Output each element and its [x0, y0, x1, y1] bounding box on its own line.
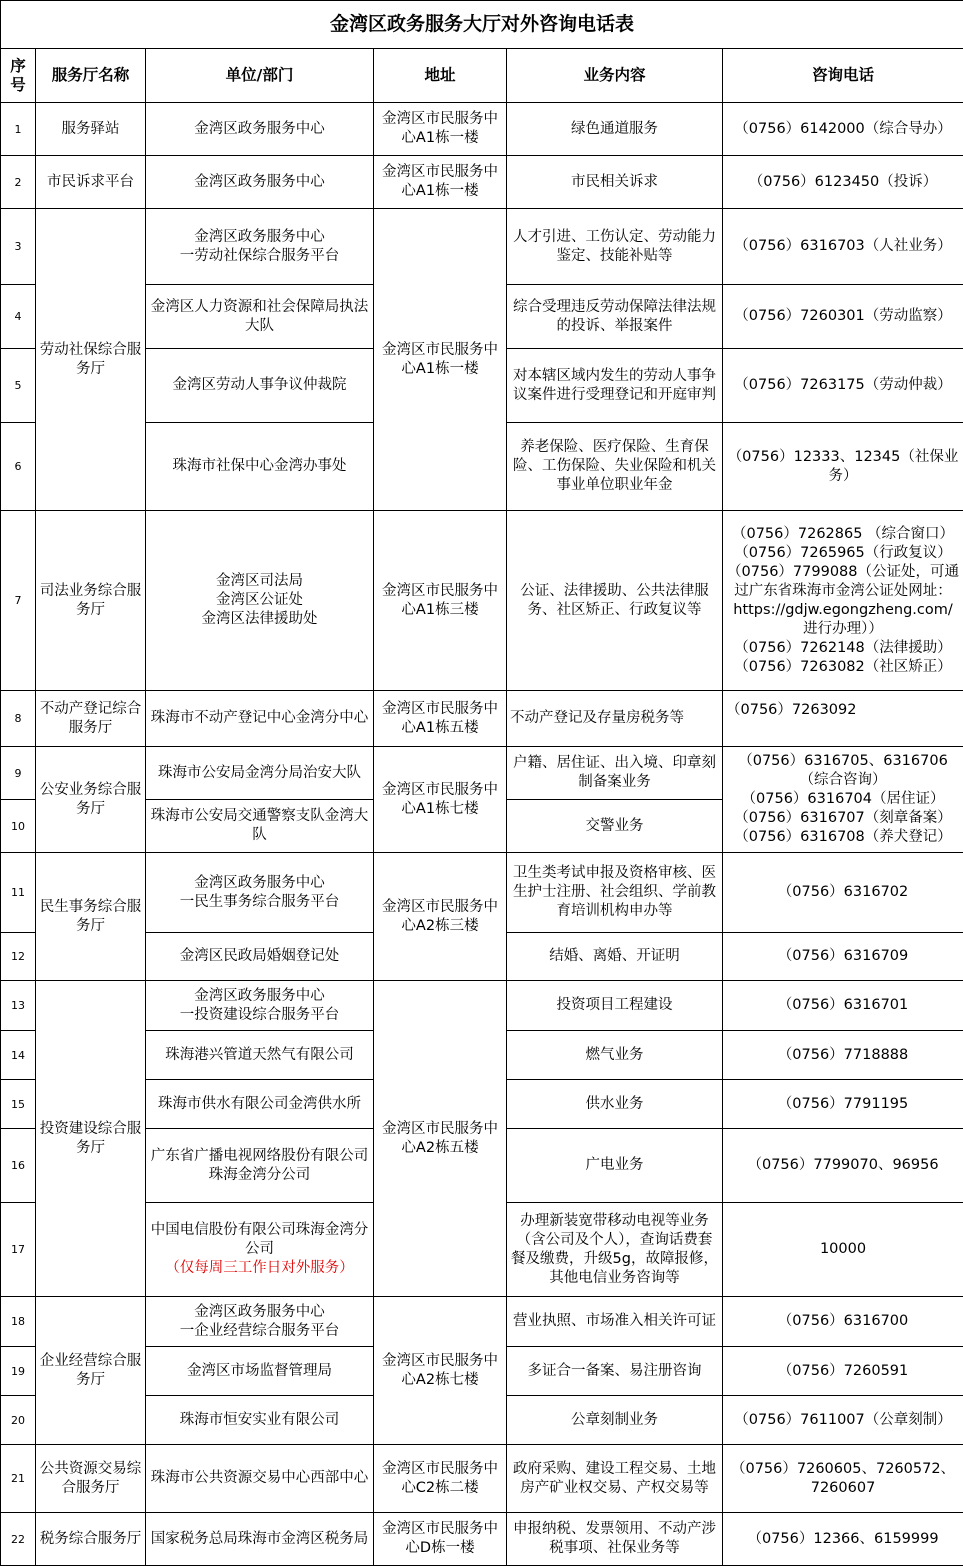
row-number: 22 [1, 1513, 36, 1566]
row-number: 5 [1, 349, 36, 423]
phone-line: （0756）6316703（人社业务） [734, 238, 952, 254]
table-row [1, 747, 963, 800]
phone-line: （0756）6316708（养犬登记） [734, 829, 952, 845]
business-content: 对本辖区域内发生的劳动人事争议案件进行受理登记和开庭审判 [507, 349, 723, 423]
phone-line: （0756）6316709 [777, 948, 909, 964]
phone [723, 1396, 963, 1445]
unit-name [146, 800, 374, 853]
address: 金湾区市民服务中心A2栋七楼 [374, 1297, 507, 1445]
row-number: 14 [1, 1031, 36, 1080]
unit-line: 金湾区政务服务中心 [194, 987, 325, 1004]
unit-name [146, 285, 374, 349]
business-content: 营业执照、市场准入相关许可证 [507, 1297, 723, 1347]
phone-line: （0756）7262148（法律援助） [734, 639, 952, 656]
unit-name [146, 511, 374, 691]
unit-line: 金湾区劳动人事争议仲裁院 [172, 377, 347, 393]
business-content: 投资项目工程建设 [507, 981, 723, 1031]
address: 金湾区市民服务中心A2栋五楼 [374, 981, 507, 1297]
phone-line: （0756）12366、6159999 [747, 1530, 939, 1547]
row-number: 6 [1, 423, 36, 511]
unit-name [146, 156, 374, 209]
row-number: 8 [1, 691, 36, 747]
unit-line: 金湾区政务服务中心 [194, 1303, 325, 1320]
address: 金湾区市民服务中心A1栋三楼 [374, 511, 507, 691]
unit-line: 金湾区市场监督管理局 [187, 1362, 332, 1379]
phone-line: （0756）12333、12345（社保业务） [727, 448, 959, 484]
phone [723, 285, 963, 349]
row-number: 20 [1, 1396, 36, 1445]
unit-line: 中国电信股份有限公司珠海金湾分公司 [150, 1222, 369, 1257]
unit-line: 珠海市供水有限公司金湾供水所 [158, 1095, 361, 1112]
service-day-note: （仅每周三工作日对外服务） [165, 1260, 354, 1276]
address: 金湾区市民服务中心A1栋一楼 [374, 156, 507, 209]
hall-name: 公安业务综合服务厅 [36, 747, 146, 853]
table-title: 金湾区政务服务大厅对外咨询电话表 [1, 1, 963, 49]
unit-line: 一劳动社保综合服务平台 [179, 247, 340, 264]
address: 金湾区市民服务中心A1栋七楼 [374, 747, 507, 853]
row-number: 1 [1, 103, 36, 156]
unit-name [146, 1129, 374, 1203]
address: 金湾区市民服务中心C2栋二楼 [374, 1445, 507, 1513]
unit-line: 珠海市社保中心金湾办事处 [172, 458, 347, 474]
phone-line: （0756）6142000（综合导办） [734, 120, 952, 137]
unit-line: 珠海市公安局交通警察支队金湾大队 [150, 808, 369, 843]
table-row [1, 156, 963, 209]
phone-line: （0756）7260301（劳动监察） [734, 308, 952, 324]
table-row [1, 209, 963, 285]
row-number: 3 [1, 209, 36, 285]
unit-name [146, 747, 374, 800]
row-number: 15 [1, 1080, 36, 1129]
unit-line: 金湾区公证处 [216, 592, 303, 608]
phone [723, 933, 963, 981]
unit-line: 珠海市恒安实业有限公司 [179, 1411, 340, 1428]
row-number: 12 [1, 933, 36, 981]
unit-line: 珠海市不动产登记中心金湾分中心 [150, 710, 369, 726]
unit-name [146, 1031, 374, 1080]
phone-line: 10000 [819, 1241, 867, 1257]
table-row [1, 853, 963, 933]
business-content: 燃气业务 [507, 1031, 723, 1080]
business-content: 卫生类考试申报及资格审核、医生护士注册、社会组织、学前教育培训机构申办等 [507, 853, 723, 933]
phone-line: （0756）7718888 [777, 1046, 909, 1063]
unit-name [146, 691, 374, 747]
business-content: 申报纳税、发票领用、不动产涉税事项、社保业务等 [507, 1513, 723, 1566]
business-content: 综合受理违反劳动保障法律法规的投诉、举报案件 [507, 285, 723, 349]
phone-line: （0756）7611007（公章刻制） [734, 1411, 952, 1428]
unit-name [146, 1513, 374, 1566]
row-number: 7 [1, 511, 36, 691]
row-number: 13 [1, 981, 36, 1031]
phone [723, 1513, 963, 1566]
unit-name [146, 1445, 374, 1513]
phone-line: （0756）7799070、96956 [747, 1157, 939, 1173]
unit-line: 金湾区政务服务中心 [194, 874, 325, 891]
row-number: 16 [1, 1129, 36, 1203]
business-content: 多证合一备案、易注册咨询 [507, 1347, 723, 1396]
phone [723, 1297, 963, 1347]
row-number: 18 [1, 1297, 36, 1347]
business-content: 政府采购、建设工程交易、土地房产矿业权交易、产权交易等 [507, 1445, 723, 1513]
unit-line: 珠海港兴管道天然气有限公司 [165, 1046, 354, 1063]
unit-line: 一企业经营综合服务平台 [179, 1322, 340, 1339]
phone [723, 981, 963, 1031]
hall-name: 司法业务综合服务厅 [36, 511, 146, 691]
business-content: 市民相关诉求 [507, 156, 723, 209]
table-row [1, 1513, 963, 1566]
table-row [1, 103, 963, 156]
header-business: 业务内容 [507, 49, 723, 103]
unit-name [146, 1203, 374, 1297]
unit-name [146, 853, 374, 933]
business-content: 结婚、离婚、开证明 [507, 933, 723, 981]
address: 金湾区市民服务中心A1栋一楼 [374, 103, 507, 156]
business-content: 办理新装宽带移动电视等业务（含公司及个人），查询话费套餐及缴费，升级5g，故障报修，其他电信业务咨询等 [507, 1203, 723, 1297]
hall-name: 市民诉求平台 [36, 156, 146, 209]
header-unit: 单位/部门 [146, 49, 374, 103]
phone [723, 853, 963, 933]
phone [723, 349, 963, 423]
unit-line: 珠海市公安局金湾分局治安大队 [158, 764, 361, 781]
phone [723, 747, 963, 853]
unit-line: 金湾区人力资源和社会保障局执法大队 [150, 298, 369, 334]
phone-line: （0756）6316701 [777, 997, 909, 1013]
unit-line: 广东省广播电视网络股份有限公司 [150, 1147, 369, 1164]
unit-name [146, 981, 374, 1031]
phone [723, 209, 963, 285]
hall-name: 服务驿站 [36, 103, 146, 156]
phone [723, 103, 963, 156]
business-content: 绿色通道服务 [507, 103, 723, 156]
phone-line: 进行办理）） [803, 620, 883, 637]
phone [723, 1080, 963, 1129]
hall-name: 公共资源交易综合服务厅 [36, 1445, 146, 1513]
row-number: 19 [1, 1347, 36, 1396]
unit-line: 一投资建设综合服务平台 [179, 1006, 340, 1023]
row-number: 10 [1, 800, 36, 853]
business-content: 户籍、居住证、出入境、印章刻制备案业务 [507, 747, 723, 800]
unit-line: 国家税务总局珠海市金湾区税务局 [150, 1530, 369, 1547]
business-content: 公证、法律援助、公共法律服务、社区矫正、行政复议等 [507, 511, 723, 691]
unit-line: 一民生事务综合服务平台 [179, 893, 340, 910]
phone [723, 1203, 963, 1297]
business-content: 公章刻制业务 [507, 1396, 723, 1445]
address: 金湾区市民服务中心D栋一楼 [374, 1513, 507, 1566]
phone-line: （0756）7263092 [726, 702, 857, 718]
row-number: 11 [1, 853, 36, 933]
phone [723, 1347, 963, 1396]
hall-name: 民生事务综合服务厅 [36, 853, 146, 981]
phone-line: （0756）6316705、6316706（综合咨询） [738, 753, 948, 788]
phone [723, 156, 963, 209]
unit-name [146, 349, 374, 423]
phone-line: （0756）7262865 （综合窗口） [731, 525, 955, 542]
phone-line: （0756）7265965（行政复议） [734, 544, 952, 561]
business-content: 交警业务 [507, 800, 723, 853]
hall-name: 税务综合服务厅 [36, 1513, 146, 1566]
address: 金湾区市民服务中心A1栋五楼 [374, 691, 507, 747]
table-row [1, 981, 963, 1031]
business-content: 广电业务 [507, 1129, 723, 1203]
unit-name [146, 423, 374, 511]
phone-line: （0756）7799088（公证处，可通过广东省珠海市金湾公证处网址： [727, 563, 960, 599]
phone-line: （0756）6316704（居住证） [741, 791, 945, 807]
unit-line: 珠海市公共资源交易中心西部中心 [150, 1470, 369, 1486]
row-number: 9 [1, 747, 36, 800]
table-row [1, 1297, 963, 1347]
row-number: 4 [1, 285, 36, 349]
unit-name [146, 1396, 374, 1445]
phone-line: （0756）6316700 [777, 1313, 909, 1329]
phone-line: （0756）7263175（劳动仲裁） [734, 377, 952, 393]
unit-name [146, 933, 374, 981]
business-content: 不动产登记及存量房税务等 [507, 691, 723, 747]
phone [723, 691, 963, 747]
unit-line: 金湾区政务服务中心 [194, 120, 325, 137]
unit-line: 金湾区政务服务中心 [194, 173, 325, 190]
business-content: 供水业务 [507, 1080, 723, 1129]
phone [723, 1445, 963, 1513]
table-row [1, 511, 963, 691]
phone [723, 1031, 963, 1080]
table-row [1, 1445, 963, 1513]
table-row [1, 691, 963, 747]
hall-name: 投资建设综合服务厅 [36, 981, 146, 1297]
unit-line: 金湾区法律援助处 [201, 611, 318, 627]
phone-line: （0756）7263082（社区矫正） [734, 658, 952, 675]
hall-name: 不动产登记综合服务厅 [36, 691, 146, 747]
header-no: 序号 [1, 49, 36, 103]
row-number: 17 [1, 1203, 36, 1297]
notary-url[interactable]: https://gdjw.egongzheng.com/ [733, 601, 953, 618]
unit-name [146, 1080, 374, 1129]
unit-name [146, 209, 374, 285]
unit-line: 金湾区民政局婚姻登记处 [179, 948, 340, 964]
phone-line: （0756）6316707（刻章备案） [734, 810, 952, 826]
unit-name [146, 103, 374, 156]
phone [723, 423, 963, 511]
business-content: 养老保险、医疗保险、生育保险、工伤保险、失业保险和机关事业单位职业年金 [507, 423, 723, 511]
unit-name [146, 1297, 374, 1347]
unit-line: 珠海金湾分公司 [208, 1166, 311, 1183]
phone [723, 511, 963, 691]
row-number: 2 [1, 156, 36, 209]
phone-line: （0756）7791195 [777, 1095, 909, 1112]
phone-line: （0756）7260591 [777, 1362, 909, 1379]
address: 金湾区市民服务中心A1栋一楼 [374, 209, 507, 511]
header-address: 地址 [374, 49, 507, 103]
header-phone: 咨询电话 [723, 49, 963, 103]
phone-line: （0756）7260605、7260572、7260607 [730, 1460, 956, 1496]
phone-line: （0756）6123450（投诉） [748, 173, 938, 190]
hall-name: 企业经营综合服务厅 [36, 1297, 146, 1445]
header-hall: 服务厅名称 [36, 49, 146, 103]
unit-line: 金湾区司法局 [216, 573, 303, 589]
address: 金湾区市民服务中心A2栋三楼 [374, 853, 507, 981]
unit-name [146, 1347, 374, 1396]
hall-name: 劳动社保综合服务厅 [36, 209, 146, 511]
phone [723, 1129, 963, 1203]
business-content: 人才引进、工伤认定、劳动能力鉴定、技能补贴等 [507, 209, 723, 285]
row-number: 21 [1, 1445, 36, 1513]
phone-line: （0756）6316702 [777, 884, 909, 900]
unit-line: 金湾区政务服务中心 [194, 228, 325, 245]
